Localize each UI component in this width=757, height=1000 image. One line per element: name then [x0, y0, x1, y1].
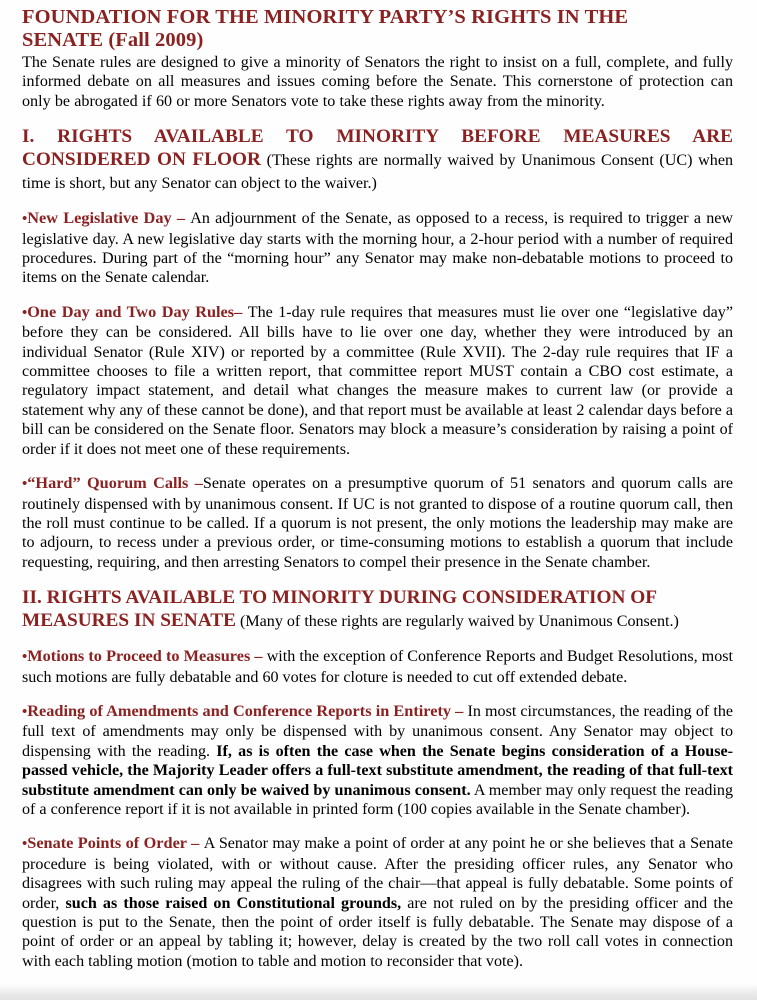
bullet-icon: • [22, 836, 28, 853]
bullet-dash: – [250, 646, 267, 666]
document-title-line-1: FOUNDATION FOR THE MINORITY PARTY’S RIGHTS IN THE [22, 6, 629, 28]
document-title [22, 6, 733, 52]
bullet-dash: – [451, 700, 468, 720]
bullet-icon: • [22, 476, 28, 493]
bullet-body-text-emphasis: such as those raised on Constitutional grounds, [65, 894, 402, 912]
bullet-reading-of-amendments [22, 701, 733, 819]
bullet-body-text-emphasis: If, as is often the case when the Senate begins consideration of a House-passed vehicle, the Majority Leader offers a full-text substitute amendment, the reading of that full-text substitute amendment can only be waived by unanimous consent. [22, 742, 733, 799]
section-1-heading-bold: I. RIGHTS AVAILABLE TO MINORITY BEFORE MEASURES ARE CONSIDERED ON FLOOR [22, 126, 733, 171]
bullet-body-text: An adjournment of the Senate, as opposed to a recess, is required to trigger a new legislative day. A new legislative day starts with the morning hour, a 2-hour period with a number of required procedures. During part of the “morning hour” any Senator may make non-debatable motions to proceed to items on the Senate calendar. [22, 210, 734, 287]
bullet-term-label: Reading of Amendments and Conference Reports in Entirety [27, 700, 452, 720]
bullet-body-text: Senate operates on a presumptive quorum of 51 senators and quorum calls are routinely dispensed with by unanimous consent. If UC is not granted to dispose of a routine quorum call, then the roll must continue to be called. If a quorum is not present, the only motions the leadership may make are to adjourn, to recess under a previous order, or time-consuming motions to establish a quorum that include requesting, requiring, and then arresting Senators to compel their presence in the Senate chamber. [22, 475, 733, 571]
page-bottom-edge-shade [0, 984, 757, 1000]
bullet-icon: • [22, 649, 28, 666]
bullet-dash: – [186, 833, 204, 853]
bullet-icon: • [22, 703, 28, 720]
section-2-heading-bold-line-1: II. RIGHTS AVAILABLE TO MINORITY DURING CONSIDERATION OF [22, 587, 657, 609]
bullet-term-label: Senate Points of Order [27, 833, 187, 853]
bullet-one-day-two-day-rules [22, 302, 733, 459]
bullet-body-text: The 1-day rule requires that measures must lie over one “legislative day” before they can be considered. All bills have to lie over one day, whether they were introduced by an individual Senator (Rule XIV) or reported by a committee (Rule XVII). The 2-day rule requires that IF a committee chooses to file a written report, that committee report MUST contain a CBO cost estimate, a regulatory impact statement, and detail what changes the measure makes to current law (or provide a statement why any of these cannot be done), and that report must be available at least 2 calendar days before a bill can be considered on the Senate floor. Senators may block a measure’s consideration by raising a point of order if it does not meet one of these requirements. [22, 303, 733, 458]
bullet-term-label: Motions to Proceed to Measures [27, 646, 251, 666]
bullet-dash: – [188, 473, 203, 493]
bullet-motions-to-proceed [22, 646, 733, 687]
bullet-body-text: with the exception of Conference Reports and Budget Resolutions, most such motions are fully debatable and 60 votes for cloture is needed to cut off extended debate. [22, 648, 733, 686]
bullet-body-text-part-2: are not ruled on by the presiding officer and the question is put to the Senate, then the point of order itself is fully debatable. The Senate may dispose of a point of order or an appeal by tabling it; however, delay is created by the two roll call votes in connection with each tabling motion (motion to table and motion to reconsider that vote). [22, 894, 734, 970]
bullet-hard-quorum-calls [22, 473, 733, 572]
bullet-icon: • [22, 304, 28, 321]
section-1-heading-note: (These rights are normally waived by Unanimous Consent (UC) when time is short, but any Senator can object to the waiver.) [22, 152, 734, 193]
section-2-heading-bold-line-2: MEASURES IN SENATE [22, 610, 236, 632]
bullet-dash: – [171, 208, 191, 228]
bullet-new-legislative-day [22, 208, 733, 288]
intro-paragraph: The Senate rules are designed to give a minority of Senators the right to insist on a full, complete, and fully informed debate on all measures and issues coming before the Senate. This cornerstone of protection can only be abrogated if 60 or more Senators vote to take these rights away from the minority. [22, 54, 733, 110]
bullet-senate-points-of-order [22, 833, 733, 971]
bullet-dash: – [234, 301, 248, 321]
bullet-icon: • [22, 211, 28, 228]
bullet-term-label: “Hard” Quorum Calls [27, 473, 189, 493]
section-2-heading-note: (Many of these rights are regularly waived by Unanimous Consent.) [235, 613, 679, 631]
section-1-heading [22, 125, 733, 194]
bullet-body-text-part-1: In most circumstances, the reading of the full text of amendments may only be dispensed with by unanimous consent. Any Senator may object to dispensing with the reading. [22, 702, 734, 760]
section-2-heading [22, 586, 733, 632]
bullet-body-text-part-2: A member may only request the reading of a conference report if it is not available in printed form (100 copies available in the Senate chamber). [22, 781, 734, 818]
bullet-term-label: One Day and Two Day Rules [27, 301, 235, 321]
bullet-term-label: New Legislative Day [27, 208, 172, 228]
bullet-body-text-part-1: A Senator may make a point of order at any point he or she believes that a Senate procedure is being violated, with or without cause. After the presiding officer rules, any Senator who disagrees with such ruling may appeal the ruling of the chair—that appeal is fully debatable. Some points of order, [22, 835, 733, 912]
document-title-line-2: SENATE (Fall 2009) [22, 29, 204, 51]
